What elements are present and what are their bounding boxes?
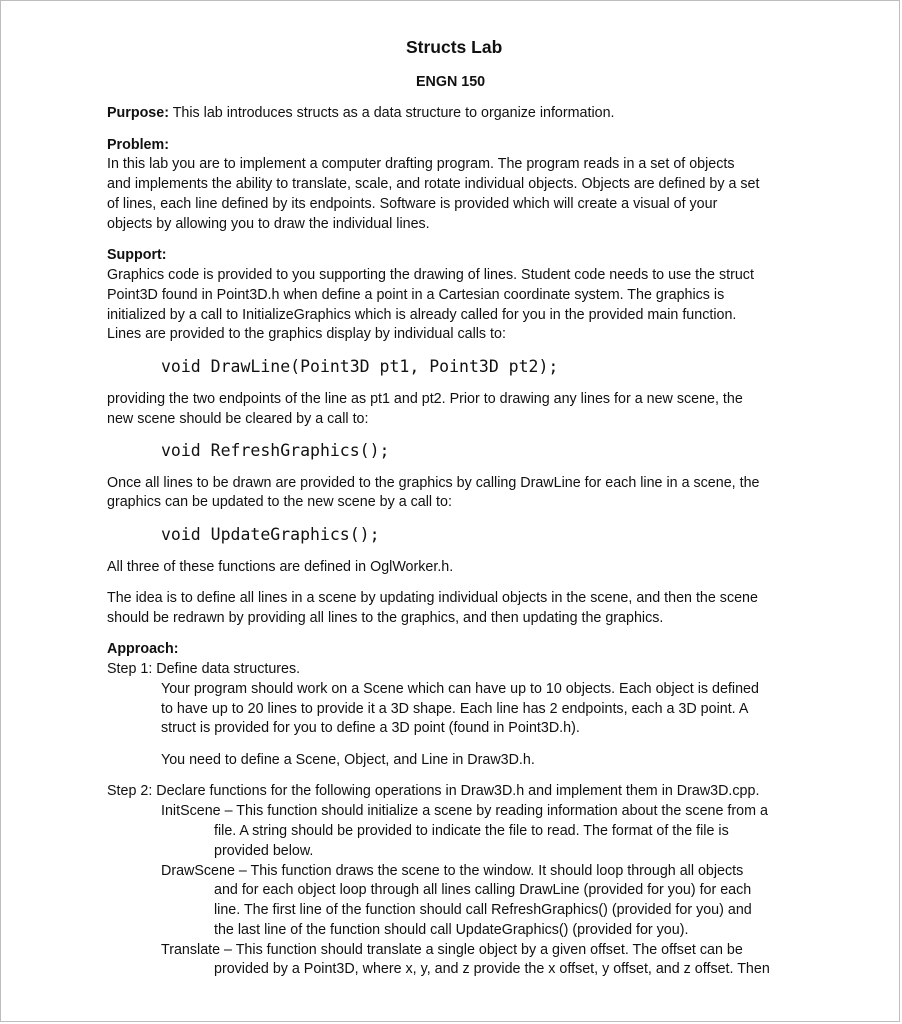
step2-item-line: line. The first line of the function should call RefreshGraphics() (provided for you) and xyxy=(214,902,752,918)
step1-line: Your program should work on a Scene which can have up to 10 objects. Each object is defined xyxy=(161,681,759,697)
step2-title: Step 2: Declare functions for the following operations in Draw3D.h and implement them in Draw3D.cpp. xyxy=(107,783,760,799)
approach-heading: Approach: xyxy=(107,641,179,657)
code-drawline: void DrawLine(Point3D pt1, Point3D pt2); xyxy=(161,357,559,376)
purpose-text: This lab introduces structs as a data structure to organize information. xyxy=(172,105,615,121)
code-update-graphics: void UpdateGraphics(); xyxy=(161,525,380,544)
step2-item-line: and for each object loop through all lines calling DrawLine (provided for you) for each xyxy=(214,882,752,898)
step2-item-line: file. A string should be provided to indicate the file to read. The format of the file is xyxy=(214,823,729,839)
problem-line: and implements the ability to translate, scale, and rotate individual objects. Objects are defined by a set xyxy=(107,176,760,192)
step1-title: Step 1: Define data structures. xyxy=(107,661,301,677)
support-line: Lines are provided to the graphics display by individual calls to: xyxy=(107,326,506,342)
step2-item-first: DrawScene – This function draws the scene to the window. It should loop through all objects xyxy=(161,863,744,879)
step1-line: struct is provided for you to define a 3D point (found in Point3D.h). xyxy=(161,720,580,736)
purpose-label: Purpose: xyxy=(107,105,169,121)
problem-heading: Problem: xyxy=(107,137,169,153)
problem-line: objects by allowing you to draw the individual lines. xyxy=(107,216,430,232)
purpose-line xyxy=(107,103,615,123)
step1-note: You need to define a Scene, Object, and Line in Draw3D.h. xyxy=(161,752,535,768)
step2-item-line: provided below. xyxy=(214,843,314,859)
support-heading: Support: xyxy=(107,247,167,263)
support-line: new scene should be cleared by a call to: xyxy=(107,411,369,427)
support-line: should be redrawn by providing all lines to the graphics, and then updating the graphics. xyxy=(107,610,664,626)
step2-item-line: the last line of the function should call UpdateGraphics() (provided for you). xyxy=(214,922,689,938)
code-refresh-graphics: void RefreshGraphics(); xyxy=(161,441,390,460)
course-code: ENGN 150 xyxy=(416,74,486,90)
step2-item-line: provided by a Point3D, where x, y, and z provide the x offset, y offset, and z offset. Then xyxy=(214,961,770,977)
support-line: graphics can be updated to the new scene by a call to: xyxy=(107,494,452,510)
problem-line: In this lab you are to implement a computer drafting program. The program reads in a set of objects xyxy=(107,156,735,172)
support-line: Once all lines to be drawn are provided to the graphics by calling DrawLine for each line in a scene, the xyxy=(107,475,760,491)
support-line: Point3D found in Point3D.h when define a point in a Cartesian coordinate system. The graphics is xyxy=(107,287,725,303)
step2-item-first: Translate – This function should translate a single object by a given offset. The offset can be xyxy=(161,942,743,958)
support-line: providing the two endpoints of the line as pt1 and pt2. Prior to drawing any lines for a new scene, the xyxy=(107,391,743,407)
support-line: All three of these functions are defined in OglWorker.h. xyxy=(107,559,454,575)
step2-item-first: InitScene – This function should initialize a scene by reading information about the scene from a xyxy=(161,803,768,819)
support-line: Graphics code is provided to you supporting the drawing of lines. Student code needs to use the struct xyxy=(107,267,754,283)
step1-line: to have up to 20 lines to provide it a 3D shape. Each line has 2 endpoints, each a 3D point. A xyxy=(161,701,749,717)
problem-line: of lines, each line defined by its endpoints. Software is provided which will create a visual of your xyxy=(107,196,718,212)
support-line: initialized by a call to InitializeGraphics which is already called for you in the provided main function. xyxy=(107,307,737,323)
page-title: Structs Lab xyxy=(406,37,503,57)
support-line: The idea is to define all lines in a scene by updating individual objects in the scene, and then the scene xyxy=(107,590,758,606)
